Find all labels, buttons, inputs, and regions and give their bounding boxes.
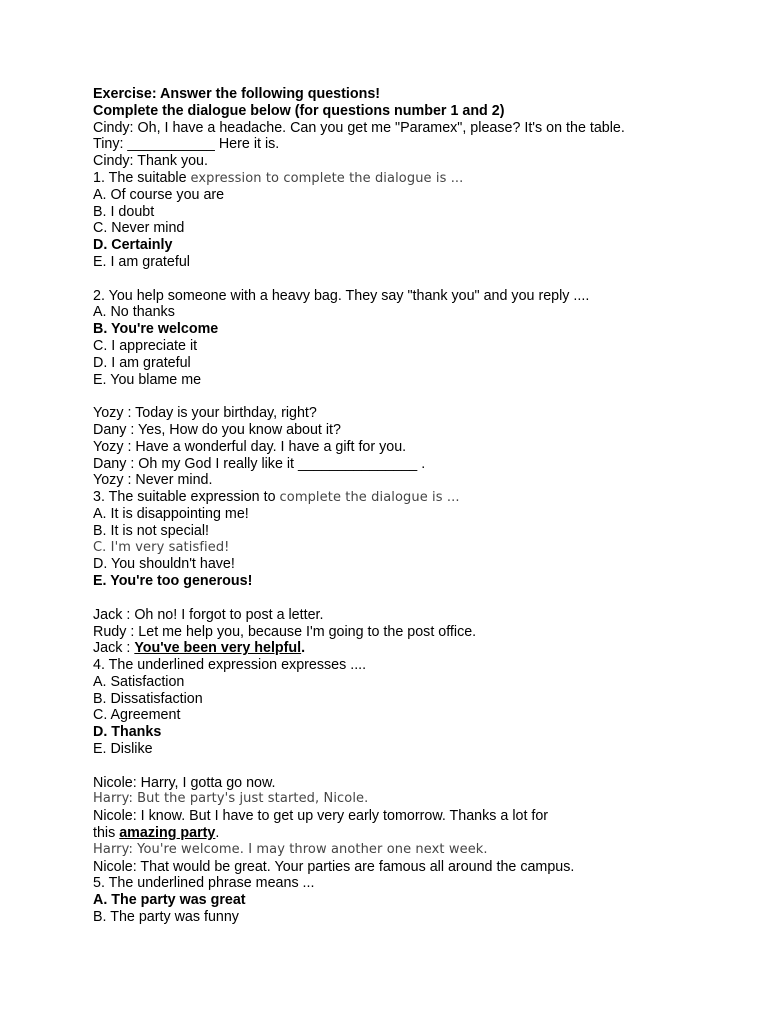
answer-option: A. Of course you are bbox=[93, 186, 225, 203]
exercise-heading: Exercise: Answer the following questions! bbox=[93, 86, 381, 102]
dialogue-line bbox=[93, 640, 733, 657]
dialogue-line: Yozy : Never mind. bbox=[93, 472, 213, 489]
underlined-phrase: amazing party bbox=[119, 825, 216, 842]
answer-option: E. I am grateful bbox=[93, 253, 190, 270]
dialogue-line: Cindy: Oh, I have a headache. Can you get me "Paramex", please? It's on the table. bbox=[93, 119, 625, 136]
spacer bbox=[93, 758, 733, 775]
dialogue-line bbox=[93, 825, 733, 842]
spacer bbox=[93, 388, 733, 405]
dialogue-line: Tiny: ___________ Here it is. bbox=[93, 136, 280, 153]
answer-option: E. You blame me bbox=[93, 371, 202, 388]
dialogue-text: this bbox=[93, 825, 120, 842]
question-stem-part: 1. The suitable bbox=[93, 169, 191, 186]
document-body bbox=[93, 86, 733, 926]
question-1-stem bbox=[93, 170, 733, 187]
answer-option: A. No thanks bbox=[93, 304, 175, 321]
answer-option: B. It is not special! bbox=[93, 522, 210, 539]
dialogue-line: Nicole: That would be great. Your parties are famous all around the campus. bbox=[93, 858, 575, 875]
punctuation: . bbox=[301, 640, 306, 657]
dialogue-line: Jack : Oh no! I forgot to post a letter. bbox=[93, 606, 324, 623]
underlined-expression: You've been very helpful bbox=[134, 640, 302, 657]
question-4-stem: 4. The underlined expression expresses .... bbox=[93, 657, 367, 674]
question-2-stem: 2. You help someone with a heavy bag. They say "thank you" and you reply .... bbox=[93, 287, 590, 304]
answer-option: A. It is disappointing me! bbox=[93, 505, 249, 522]
correct-answer-option: D. Thanks bbox=[93, 724, 162, 741]
answer-option: C. I'm very satisfied! bbox=[93, 539, 230, 555]
question-stem-part: expression to complete the dialogue is ... bbox=[190, 170, 464, 186]
dialogue-line: Dany : Yes, How do you know about it? bbox=[93, 421, 341, 438]
question-stem-part: 3. The suitable expression to bbox=[93, 489, 280, 506]
dialogue-line: Harry: You're welcome. I may throw another one next week. bbox=[93, 841, 488, 857]
correct-answer-option: D. Certainly bbox=[93, 237, 173, 254]
speaker-label: Jack : bbox=[93, 640, 135, 657]
answer-option: E. Dislike bbox=[93, 741, 153, 758]
dialogue-line: Harry: But the party's just started, Nicole. bbox=[93, 791, 369, 807]
answer-option: A. Satisfaction bbox=[93, 673, 185, 690]
dialogue-line: Nicole: Harry, I gotta go now. bbox=[93, 774, 276, 791]
answer-option: B. The party was funny bbox=[93, 909, 239, 926]
answer-option: D. You shouldn't have! bbox=[93, 556, 235, 573]
question-5-stem: 5. The underlined phrase means ... bbox=[93, 875, 315, 892]
dialogue-line: Yozy : Have a wonderful day. I have a gift for you. bbox=[93, 438, 407, 455]
answer-option: D. I am grateful bbox=[93, 354, 191, 371]
spacer bbox=[93, 590, 733, 607]
instructions-subheading: Complete the dialogue below (for questions number 1 and 2) bbox=[93, 102, 505, 119]
dialogue-line: Nicole: I know. But I have to get up very early tomorrow. Thanks a lot for bbox=[93, 808, 549, 825]
dialogue-line: Rudy : Let me help you, because I'm going to the post office. bbox=[93, 623, 477, 640]
answer-option: B. I doubt bbox=[93, 203, 155, 220]
answer-option: C. I appreciate it bbox=[93, 337, 198, 354]
answer-option: C. Agreement bbox=[93, 707, 181, 724]
correct-answer-option: E. You're too generous! bbox=[93, 573, 253, 590]
question-3-stem bbox=[93, 489, 733, 506]
correct-answer-option: A. The party was great bbox=[93, 892, 246, 909]
correct-answer-option: B. You're welcome bbox=[93, 321, 219, 338]
punctuation: . bbox=[215, 825, 220, 842]
dialogue-line: Yozy : Today is your birthday, right? bbox=[93, 405, 317, 422]
dialogue-line: Dany : Oh my God I really like it _______________ . bbox=[93, 455, 426, 472]
spacer bbox=[93, 271, 733, 288]
question-stem-part: complete the dialogue is ... bbox=[279, 490, 460, 506]
answer-option: B. Dissatisfaction bbox=[93, 690, 203, 707]
answer-option: C. Never mind bbox=[93, 220, 185, 237]
dialogue-line: Cindy: Thank you. bbox=[93, 153, 208, 170]
